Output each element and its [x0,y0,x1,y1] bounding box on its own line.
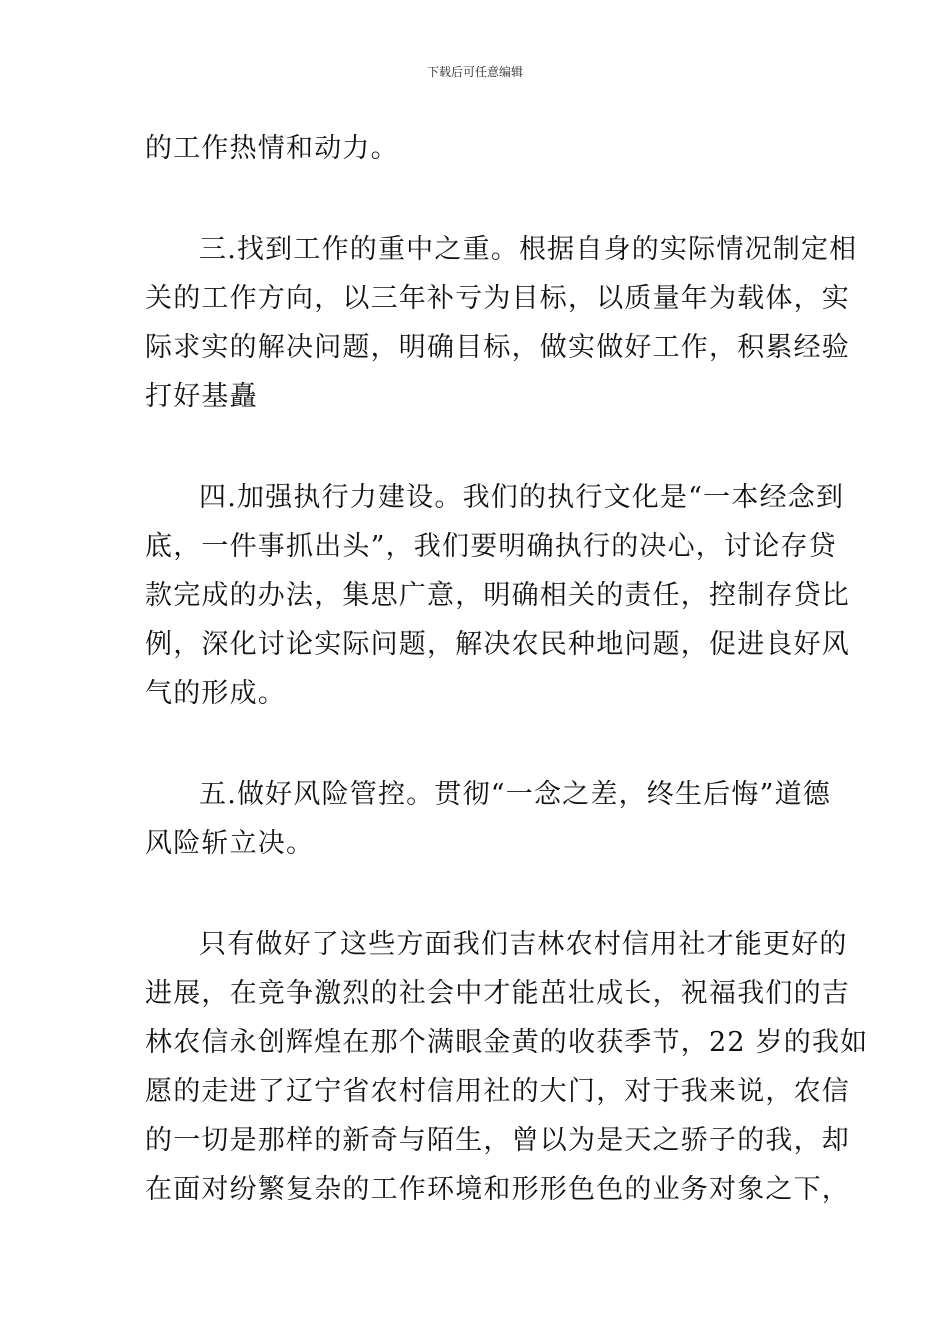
text-line: 打好基矗 [145,381,258,412]
text-line: 际求实的解决问题，明确目标，做实做好工作，积累经验 [145,332,850,363]
text-line: 愿的走进了辽宁省农村信用社的大门，对于我来说，农信 [145,1076,850,1107]
page-header: 下载后可任意编辑 [426,65,523,79]
text-line: 关的工作方向，以三年补亏为目标，以质量年为载体，实 [145,283,850,314]
text-line: 的工作热情和动力。 [145,133,399,164]
paragraph-spacer [145,718,807,770]
paragraph-continuation [145,124,807,173]
paragraph-spacer [145,868,807,920]
text-line: 风险斩立决。 [145,828,315,859]
document-body [145,124,869,1214]
text-line: 在面对纷繁复杂的工作环境和形形色色的业务对象之下， [145,1174,850,1205]
paragraph-spacer [145,421,807,473]
text-line: 的一切是那样的新奇与陌生，曾以为是天之骄子的我，却 [145,1125,850,1156]
text-line: 四.加强执行力建设。我们的执行文化是“一本经念到 [199,482,845,513]
text-line: 气的形成。 [145,678,286,709]
paragraph-conclusion [145,920,869,1214]
paragraph-item-five [145,770,831,868]
text-line: 三.找到工作的重中之重。根据自身的实际情况制定相 [199,234,858,265]
text-line: 五.做好风险管控。贯彻“一念之差，终生后悔”道德 [199,779,831,810]
text-line: 款完成的办法，集思广意，明确相关的责任，控制存贷比 [145,580,850,611]
text-line: 底，一件事抓出头”，我们要明确执行的决心，讨论存贷 [145,531,837,562]
text-line: 只有做好了这些方面我们吉林农村信用社才能更好的 [199,929,848,960]
text-line: 林农信永创辉煌在那个满眼金黄的收获季节，22 岁的我如 [145,1027,869,1058]
text-line: 例，深化讨论实际问题，解决农民种地问题，促进良好风 [145,629,850,660]
paragraph-spacer [145,173,807,225]
paragraph-item-four [145,473,850,718]
text-line: 进展，在竞争激烈的社会中才能茁壮成长，祝福我们的吉 [145,978,850,1009]
paragraph-item-three [145,225,858,421]
